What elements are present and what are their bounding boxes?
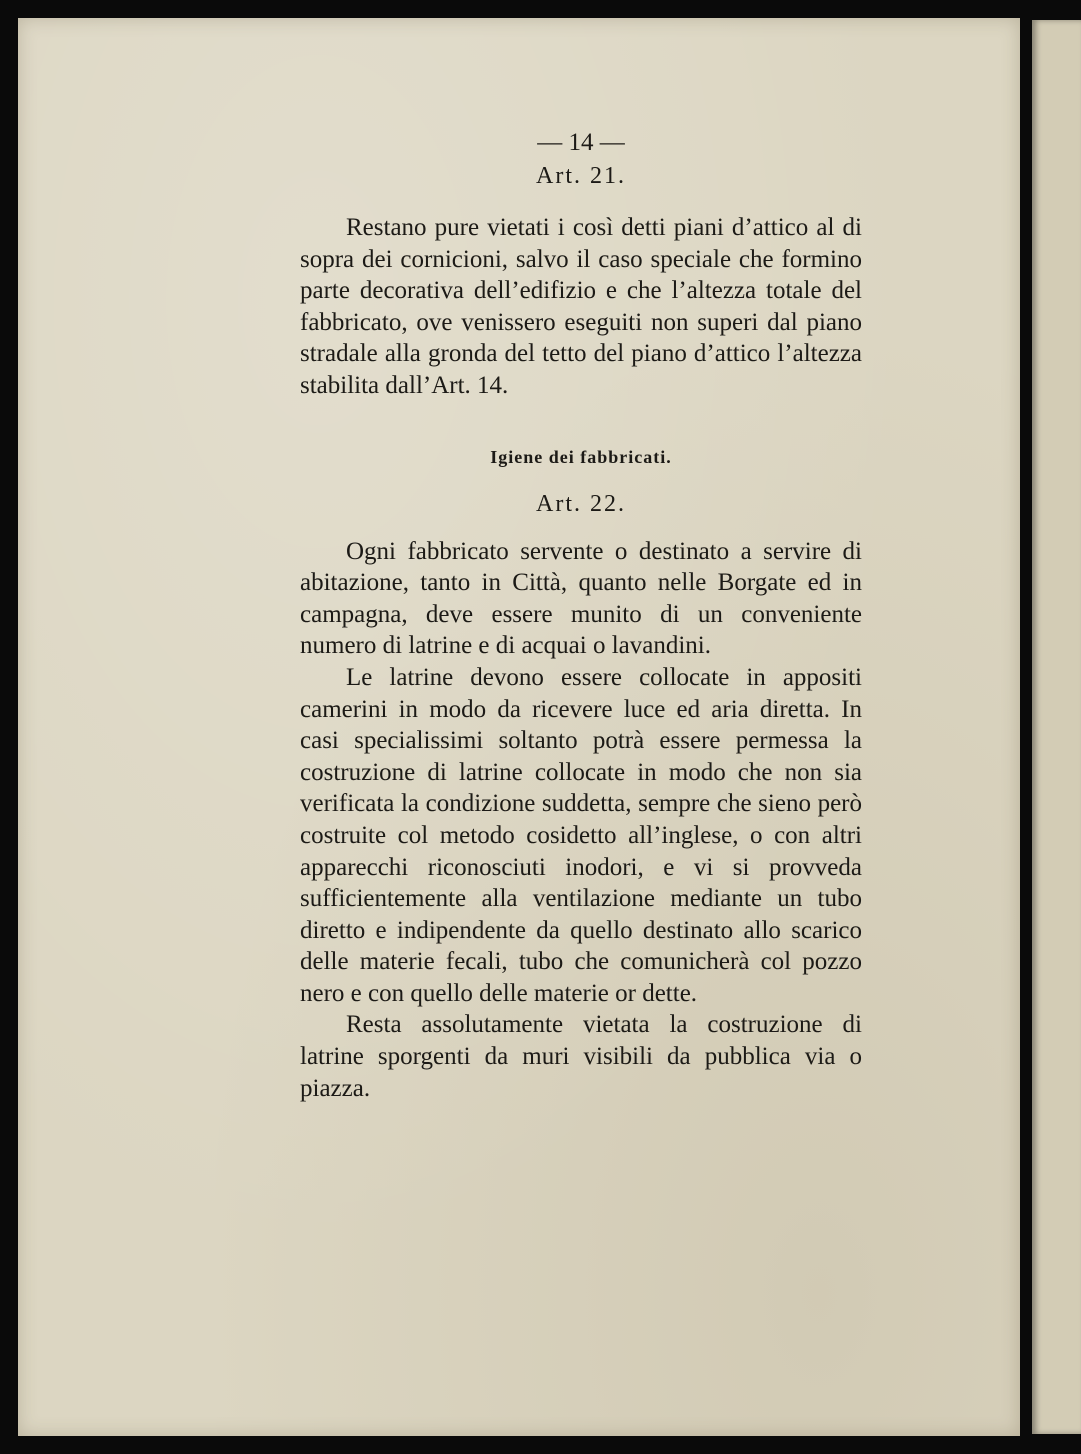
article-22-paragraph: Le latrine devono essere collocate in appositi camerini in modo da ricevere luce ed aria diretta. In casi specialissimi soltanto potrà essere permessa la costruzione di latrine collocate in modo che non sia verificata la condizione suddetta, sempre che sieno però costruite col metodo cosidetto all’inglese, o con altri apparecchi riconosciuti inodori, e vi si provveda sufficientemente alla ventilazione mediante un tubo diretto e indipendente da quello destinato allo scarico delle materie fecali, tubo che comunicherà col pozzo nero e con quello delle materie or dette. bbox=[300, 663, 862, 1007]
page-number: — 14 — bbox=[537, 129, 625, 156]
article-21-heading: Art. 21. bbox=[536, 163, 626, 189]
adjacent-page-edge bbox=[1032, 20, 1081, 1434]
article-22-paragraph: Ogni fabbricato servente o destinato a servire di abitazione, tanto in Città, quanto nelle Borgate ed in campagna, deve essere munito di un conveniente numero di latrine e di acquai o lavandini. bbox=[300, 537, 862, 660]
page-text-block bbox=[300, 112, 862, 1104]
section-title: Igiene dei fabbricati. bbox=[490, 446, 672, 467]
article-22-heading: Art. 22. bbox=[536, 490, 626, 517]
article-22-paragraph: Resta assolutamente vietata la costruzione di latrine sporgenti da muri visibili da pubblica via o piazza. bbox=[300, 1011, 862, 1102]
article-21-text: Restano pure vietati i così detti piani d’attico al di sopra dei cornicioni, salvo il caso speciale che formino parte decorativa dell’edifizio e che l’altezza totale del fabbricato, ove venissero eseguiti non superi dal piano stradale alla gronda del tetto del piano d’attico l’altezza stabilita dall’Art. 14. bbox=[300, 214, 862, 399]
